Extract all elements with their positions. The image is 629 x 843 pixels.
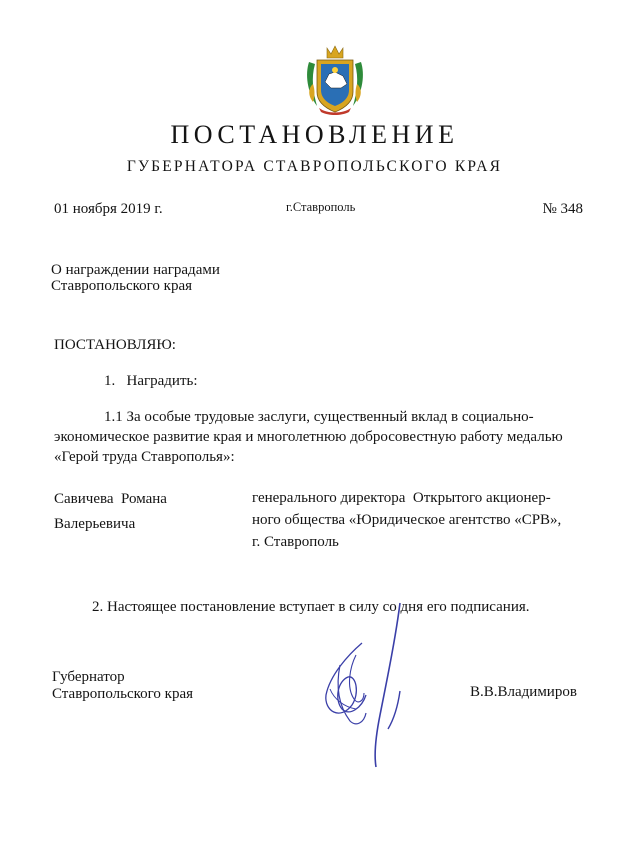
clause-2: 2. Настоящее постановление вступает в силу со дня его подписания. <box>92 599 530 615</box>
document-city: г.Ставрополь <box>286 200 356 214</box>
coat-of-arms-emblem <box>305 44 365 116</box>
document-number: № 348 <box>542 201 583 217</box>
document-subtitle: ГУБЕРНАТОРА СТАВРОПОЛЬСКОГО КРАЯ <box>126 158 503 175</box>
signatory-title-line-1: Губернатор <box>52 669 125 685</box>
awardee-position <box>252 487 597 553</box>
awardee-name-line-1: Савичева Романа <box>54 491 167 507</box>
handwritten-signature <box>300 595 430 770</box>
awardee-position-line-2: ного общества «Юридическое агентство «СРВ», <box>252 512 562 528</box>
subject-line-1: О награждении наградами <box>51 262 220 278</box>
clause-1-1: 1.1 За особые трудовые заслуги, существенный вклад в социально-экономическое развитие края и многолетнюю добросовестную работу медалью «Герой труда Ставрополья»: <box>54 409 563 465</box>
signatory-title <box>52 669 193 703</box>
awardee-name-line-2: Валерьевича <box>54 516 136 532</box>
subject-line-2: Ставропольского края <box>51 278 192 294</box>
awardee-position-line-1: генерального директора Открытого акционер- <box>252 490 551 506</box>
resolve-heading: ПОСТАНОВЛЯЮ: <box>54 337 176 353</box>
awardee-position-line-3: г. Ставрополь <box>252 534 339 550</box>
awardee-name <box>54 487 167 537</box>
document-date: 01 ноября 2019 г. <box>54 201 163 217</box>
signatory-name: В.В.Владимиров <box>470 684 577 700</box>
document-subject <box>51 262 220 294</box>
signatory-title-line-2: Ставропольского края <box>52 686 193 702</box>
clause-1: 1. Наградить: <box>104 373 198 389</box>
document-title: ПОСТАНОВЛЕНИЕ <box>170 120 459 149</box>
